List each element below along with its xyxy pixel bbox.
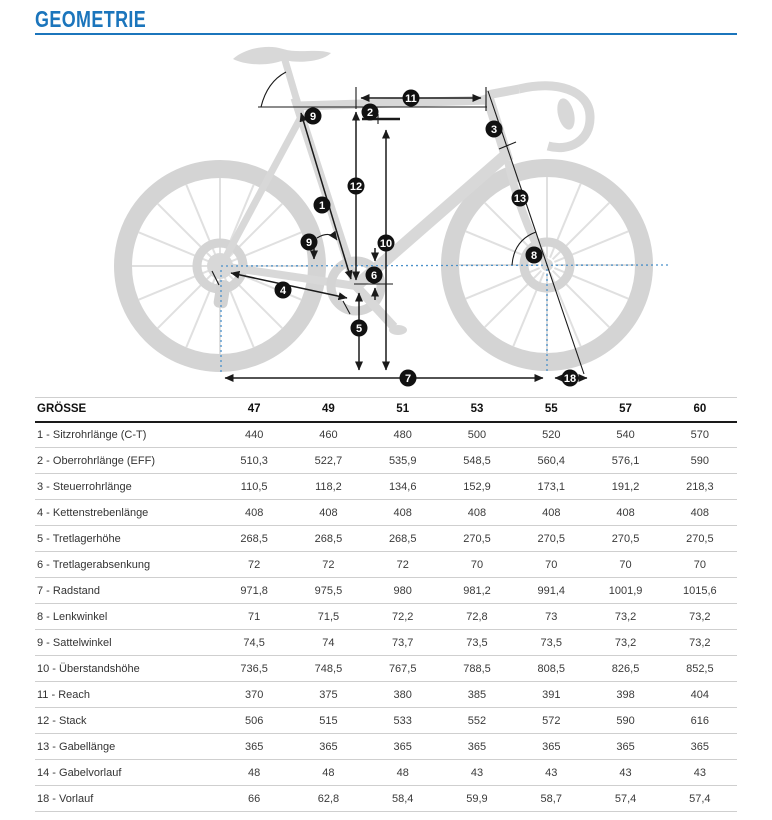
value-cell: 535,9 (366, 448, 440, 474)
down-tube (356, 155, 506, 286)
row-label: 10 - Überstandshöhe (35, 656, 217, 682)
value-cell: 268,5 (217, 526, 291, 552)
marker-18 (562, 370, 579, 387)
svg-text:12: 12 (349, 181, 363, 193)
value-cell: 71 (217, 604, 291, 630)
value-cell: 440 (217, 422, 291, 448)
svg-text:10: 10 (379, 238, 393, 250)
geometry-diagram (0, 37, 772, 395)
value-cell: 572 (514, 708, 588, 734)
value-cell: 522,7 (291, 448, 365, 474)
value-cell: 72 (217, 552, 291, 578)
seat-post (284, 57, 297, 101)
value-cell: 73,5 (440, 630, 514, 656)
table-body (35, 422, 737, 812)
value-cell: 533 (366, 708, 440, 734)
value-cell: 73,5 (514, 630, 588, 656)
value-cell: 73,7 (366, 630, 440, 656)
value-cell: 767,5 (366, 656, 440, 682)
svg-text:1: 1 (318, 200, 326, 212)
value-cell: 736,5 (217, 656, 291, 682)
value-cell: 365 (663, 734, 737, 760)
marker-10 (378, 235, 395, 252)
value-cell: 1001,9 (588, 578, 662, 604)
value-cell: 70 (588, 552, 662, 578)
size-column-header: GRÖSSE (35, 398, 217, 422)
value-cell: 552 (440, 708, 514, 734)
value-cell: 788,5 (440, 656, 514, 682)
marker-8 (526, 247, 543, 264)
marker-11 (403, 90, 420, 107)
value-cell: 971,8 (217, 578, 291, 604)
value-cell: 73,2 (588, 604, 662, 630)
value-cell: 70 (663, 552, 737, 578)
svg-text:9: 9 (309, 111, 317, 123)
svg-text:7: 7 (404, 373, 412, 385)
value-cell: 173,1 (514, 474, 588, 500)
value-cell: 506 (217, 708, 291, 734)
value-cell: 852,5 (663, 656, 737, 682)
value-cell: 71,5 (291, 604, 365, 630)
value-cell: 385 (440, 682, 514, 708)
value-cell: 268,5 (366, 526, 440, 552)
value-cell: 500 (440, 422, 514, 448)
value-cell: 365 (588, 734, 662, 760)
value-cell: 590 (588, 708, 662, 734)
row-label: 4 - Kettenstrebenlänge (35, 500, 217, 526)
value-cell: 408 (514, 500, 588, 526)
marker-3 (486, 121, 503, 138)
geometry-table (35, 397, 737, 812)
value-cell: 460 (291, 422, 365, 448)
value-cell: 991,4 (514, 578, 588, 604)
value-cell: 570 (663, 422, 737, 448)
value-cell: 118,2 (291, 474, 365, 500)
header-row (35, 398, 737, 422)
value-cell: 43 (663, 760, 737, 786)
svg-text:3: 3 (490, 124, 498, 136)
value-cell: 152,9 (440, 474, 514, 500)
value-cell: 48 (217, 760, 291, 786)
svg-text:8: 8 (530, 250, 538, 262)
value-cell: 540 (588, 422, 662, 448)
value-cell: 191,2 (588, 474, 662, 500)
value-cell: 510,3 (217, 448, 291, 474)
value-cell: 548,5 (440, 448, 514, 474)
value-cell: 520 (514, 422, 588, 448)
value-cell: 62,8 (291, 786, 365, 812)
table-row (35, 500, 737, 526)
svg-text:5: 5 (355, 323, 363, 335)
value-cell: 398 (588, 682, 662, 708)
row-label: 7 - Radstand (35, 578, 217, 604)
value-cell: 58,7 (514, 786, 588, 812)
value-cell: 72,8 (440, 604, 514, 630)
value-cell: 975,5 (291, 578, 365, 604)
value-cell: 73,2 (663, 630, 737, 656)
svg-text:9: 9 (305, 237, 313, 249)
value-cell: 370 (217, 682, 291, 708)
value-cell: 616 (663, 708, 737, 734)
page-title: GEOMETRIE (35, 6, 147, 32)
top-tube (297, 100, 489, 106)
value-cell: 72 (366, 552, 440, 578)
value-cell: 270,5 (440, 526, 514, 552)
value-cell: 43 (514, 760, 588, 786)
value-cell: 72,2 (366, 604, 440, 630)
value-cell: 560,4 (514, 448, 588, 474)
row-label: 5 - Tretlagerhöhe (35, 526, 217, 552)
table-row (35, 604, 737, 630)
value-cell: 408 (217, 500, 291, 526)
value-cell: 72 (291, 552, 365, 578)
value-cell: 74 (291, 630, 365, 656)
bike-silhouette (123, 47, 644, 363)
size-header: 55 (514, 398, 588, 422)
size-header: 53 (440, 398, 514, 422)
svg-text:11: 11 (405, 93, 417, 105)
table-row (35, 578, 737, 604)
table-row (35, 526, 737, 552)
handlebar (519, 86, 590, 148)
row-label: 18 - Vorlauf (35, 786, 217, 812)
value-cell: 981,2 (440, 578, 514, 604)
value-cell: 43 (588, 760, 662, 786)
marker-9-top (305, 108, 322, 125)
value-cell: 808,5 (514, 656, 588, 682)
value-cell: 270,5 (663, 526, 737, 552)
value-cell: 48 (291, 760, 365, 786)
value-cell: 748,5 (291, 656, 365, 682)
marker-1 (314, 197, 331, 214)
marker-13 (512, 190, 529, 207)
value-cell: 57,4 (663, 786, 737, 812)
value-cell: 268,5 (291, 526, 365, 552)
value-cell: 73,2 (663, 604, 737, 630)
table-row (35, 656, 737, 682)
value-cell: 70 (514, 552, 588, 578)
value-cell: 576,1 (588, 448, 662, 474)
value-cell: 408 (291, 500, 365, 526)
title-underline (35, 33, 737, 35)
svg-text:13: 13 (513, 193, 527, 205)
value-cell: 408 (366, 500, 440, 526)
value-cell: 270,5 (514, 526, 588, 552)
row-label: 8 - Lenkwinkel (35, 604, 217, 630)
value-cell: 980 (366, 578, 440, 604)
value-cell: 365 (366, 734, 440, 760)
value-cell: 74,5 (217, 630, 291, 656)
value-cell: 408 (440, 500, 514, 526)
marker-7 (400, 370, 417, 387)
value-cell: 365 (217, 734, 291, 760)
row-label: 12 - Stack (35, 708, 217, 734)
row-label: 13 - Gabellänge (35, 734, 217, 760)
value-cell: 110,5 (217, 474, 291, 500)
table-row (35, 734, 737, 760)
row-label: 6 - Tretlagerabsenkung (35, 552, 217, 578)
value-cell: 408 (663, 500, 737, 526)
value-cell: 57,4 (588, 786, 662, 812)
seat-angle-arc (261, 72, 286, 107)
value-cell: 43 (440, 760, 514, 786)
value-cell: 826,5 (588, 656, 662, 682)
value-cell: 73,2 (588, 630, 662, 656)
value-cell: 380 (366, 682, 440, 708)
svg-text:4: 4 (279, 285, 287, 297)
brake-lever (554, 97, 577, 132)
value-cell: 365 (514, 734, 588, 760)
stem (487, 89, 519, 95)
marker-4 (275, 282, 292, 299)
marker-6 (366, 267, 383, 284)
value-cell: 73 (514, 604, 588, 630)
value-cell: 70 (440, 552, 514, 578)
value-cell: 48 (366, 760, 440, 786)
value-cell: 404 (663, 682, 737, 708)
value-cell: 59,9 (440, 786, 514, 812)
table-row (35, 708, 737, 734)
row-label: 2 - Oberrohrlänge (EFF) (35, 448, 217, 474)
table-row (35, 682, 737, 708)
value-cell: 391 (514, 682, 588, 708)
row-label: 3 - Steuerrohrlänge (35, 474, 217, 500)
table-row (35, 786, 737, 812)
table-row (35, 552, 737, 578)
size-header: 57 (588, 398, 662, 422)
value-cell: 515 (291, 708, 365, 734)
value-cell: 58,4 (366, 786, 440, 812)
size-header: 47 (217, 398, 291, 422)
table-row (35, 422, 737, 448)
value-cell: 134,6 (366, 474, 440, 500)
size-header: 60 (663, 398, 737, 422)
value-cell: 218,3 (663, 474, 737, 500)
table-row (35, 630, 737, 656)
row-label: 11 - Reach (35, 682, 217, 708)
marker-12 (348, 178, 365, 195)
pedal (389, 325, 407, 335)
value-cell: 480 (366, 422, 440, 448)
marker-2 (362, 104, 379, 121)
svg-text:18: 18 (563, 373, 577, 385)
table-row (35, 448, 737, 474)
table-row (35, 760, 737, 786)
value-cell: 590 (663, 448, 737, 474)
svg-text:6: 6 (370, 270, 378, 282)
value-cell: 365 (440, 734, 514, 760)
size-header: 49 (291, 398, 365, 422)
value-cell: 1015,6 (663, 578, 737, 604)
value-cell: 270,5 (588, 526, 662, 552)
row-label: 14 - Gabelvorlauf (35, 760, 217, 786)
table-row (35, 474, 737, 500)
derailleur (213, 279, 231, 309)
row-label: 9 - Sattelwinkel (35, 630, 217, 656)
row-label: 1 - Sitzrohrlänge (C-T) (35, 422, 217, 448)
value-cell: 375 (291, 682, 365, 708)
value-cell: 66 (217, 786, 291, 812)
value-cell: 365 (291, 734, 365, 760)
size-header: 51 (366, 398, 440, 422)
svg-text:2: 2 (366, 107, 374, 119)
value-cell: 408 (588, 500, 662, 526)
marker-5 (351, 320, 368, 337)
marker-9-bb (301, 234, 318, 251)
